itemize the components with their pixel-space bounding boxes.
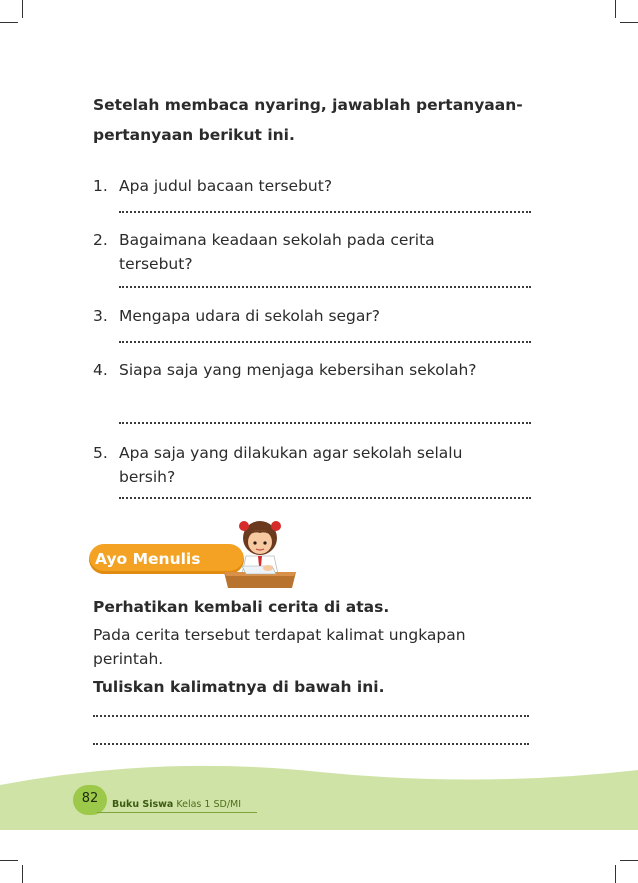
answer-line-5[interactable]: [119, 495, 531, 499]
answer-line-3[interactable]: [119, 339, 531, 343]
question-number: 1.: [93, 177, 108, 195]
crop-mark: [0, 22, 18, 23]
crop-mark: [620, 860, 638, 861]
crop-mark: [22, 0, 23, 18]
question-number: 3.: [93, 307, 108, 325]
answer-line-4[interactable]: [119, 420, 531, 424]
section-title: Ayo Menulis: [95, 550, 201, 568]
question-number: 2.: [93, 231, 108, 249]
crop-mark: [620, 22, 638, 23]
answer-line-6[interactable]: [93, 713, 529, 717]
question-text: Siapa saja yang menjaga kebersihan sekolah?: [119, 361, 477, 379]
girl-writing-illustration: [220, 516, 300, 592]
writing-line-3: Tuliskan kalimatnya di bawah ini.: [93, 678, 385, 696]
book-title: Buku Siswa: [112, 799, 174, 810]
page-number-badge: [73, 785, 107, 815]
instruction-line-2: pertanyaan berikut ini.: [93, 126, 295, 144]
question-text: Bagaimana keadaan sekolah pada cerita tersebut?: [119, 231, 435, 273]
book-class: Kelas 1 SD/MI: [176, 799, 242, 810]
instruction-line-1: Setelah membaca nyaring, jawablah pertanyaan-: [93, 96, 523, 114]
crop-mark: [0, 860, 18, 861]
question-text: Apa judul bacaan tersebut?: [119, 177, 333, 195]
footer-book-info: [112, 799, 241, 810]
writing-line-1: Perhatikan kembali cerita di atas.: [93, 598, 390, 616]
footer-rule: [97, 812, 257, 813]
page-number: 82: [81, 791, 99, 806]
answer-line-7[interactable]: [93, 741, 529, 745]
writing-section: [93, 595, 543, 699]
question-text: Apa saja yang dilakukan agar sekolah selalu bersih?: [119, 444, 463, 486]
crop-mark: [615, 865, 616, 883]
question-number: 4.: [93, 361, 108, 379]
answer-line-1[interactable]: [119, 209, 531, 213]
answer-line-2[interactable]: [119, 284, 531, 288]
writing-line-2: Pada cerita tersebut terdapat kalimat ungkapan perintah.: [93, 626, 466, 668]
question-text: Mengapa udara di sekolah segar?: [119, 307, 380, 325]
question-number: 5.: [93, 444, 108, 462]
instruction: [93, 90, 553, 150]
crop-mark: [22, 865, 23, 883]
crop-mark: [615, 0, 616, 18]
